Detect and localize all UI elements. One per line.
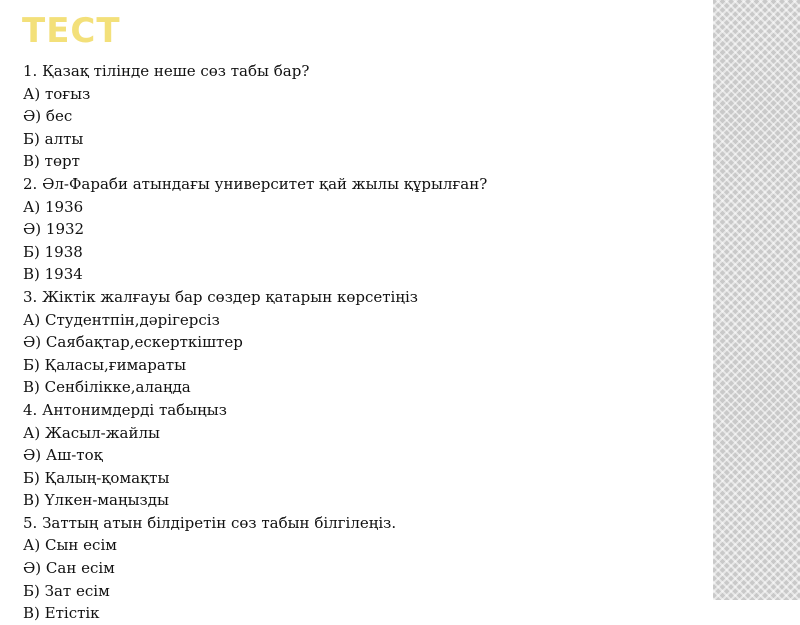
answer-option: Ә) Аш-тоқ: [23, 446, 103, 465]
question-block: [23, 512, 487, 625]
question-text: 3. Жіктік жалғауы бар сөздер қатарын көрсетіңіз: [23, 287, 418, 306]
answer-option: Б) 1938: [23, 242, 83, 261]
answer-option: Б) Қалың-қомақты: [23, 468, 170, 487]
question-block: [23, 173, 487, 286]
question-text: 2. Әл-Фараби атындағы университет қай жылы құрылған?: [23, 174, 488, 193]
answer-option: В) Үлкен-маңызды: [23, 491, 169, 510]
answer-option: Б) алты: [23, 129, 84, 148]
answer-option: Б) Қаласы,ғимараты: [23, 355, 187, 374]
question-block: [23, 286, 487, 399]
answer-option: Ә) Сан есім: [23, 559, 115, 578]
answer-option: А) Жасыл-жайлы: [23, 423, 160, 442]
decorative-side-panel: [713, 0, 800, 600]
question-block: [23, 60, 487, 173]
answer-option: Ә) 1932: [23, 220, 85, 239]
answer-option: А) Сын есім: [23, 536, 117, 555]
slide-title: ТЕСТ: [22, 11, 121, 51]
answer-option: В) Етістік: [23, 604, 100, 623]
question-block: [23, 399, 487, 512]
question-text: 5. Заттың атын білдіретін сөз табын білгілеңіз.: [23, 513, 397, 532]
answer-option: Ә) бес: [23, 107, 73, 126]
answer-option: А) тоғыз: [23, 84, 91, 103]
answer-option: Ә) Саябақтар,ескерткіштер: [23, 333, 243, 352]
answer-option: А) Студентпін,дәрігерсіз: [23, 310, 220, 329]
answer-option: В) Сенбілікке,алаңда: [23, 378, 191, 397]
answer-option: А) 1936: [23, 197, 84, 216]
question-text: 1. Қазақ тілінде неше сөз табы бар?: [23, 62, 310, 80]
answer-option: Б) Зат есім: [23, 581, 110, 600]
answer-option: В) төрт: [23, 152, 80, 171]
answer-option: В) 1934: [23, 265, 83, 284]
question-text: 4. Антонимдерді табыңыз: [23, 400, 227, 419]
question-list: [23, 60, 487, 625]
